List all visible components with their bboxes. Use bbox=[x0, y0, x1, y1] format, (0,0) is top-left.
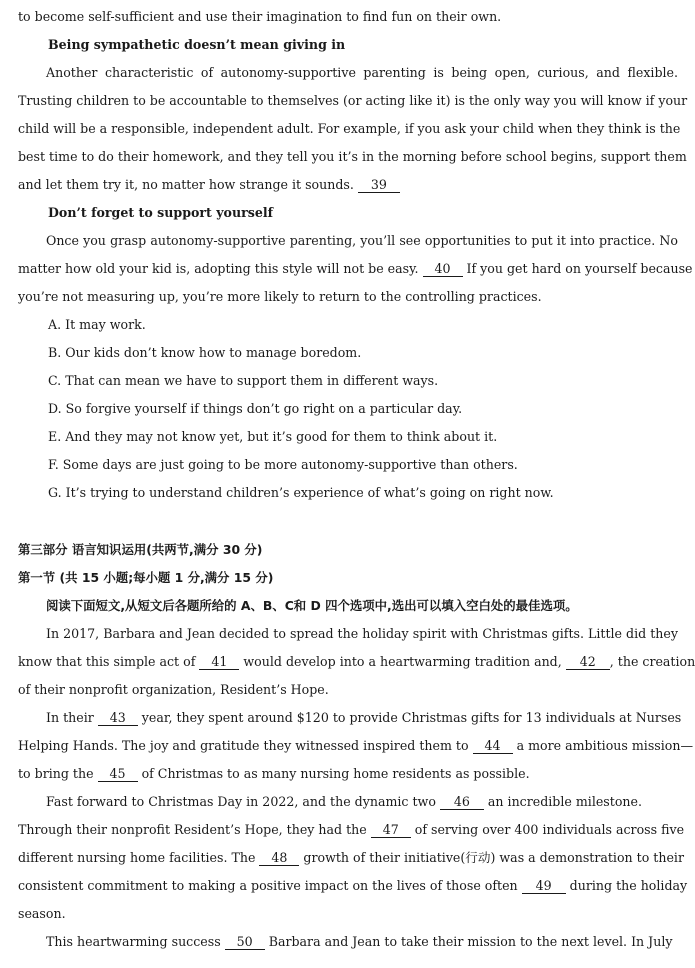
blank-48: 48 bbox=[259, 851, 299, 866]
blank-47: 47 bbox=[371, 823, 411, 838]
section-heading: 第一节 (共 15 小题;每小题 1 分,满分 15 分) bbox=[18, 570, 274, 585]
text-line: Once you grasp autonomy-supportive parenting, you’ll see opportunities to put it into practice. No bbox=[46, 233, 678, 248]
option-d: D. So forgive yourself if things don’t go right on a particular day. bbox=[48, 401, 463, 416]
section-heading: Don’t forget to support yourself bbox=[48, 205, 274, 220]
blank-50: 50 bbox=[225, 935, 265, 950]
instructions: 阅读下面短文,从短文后各题所给的 A、B、C和 D 四个选项中,选出可以填入空白处的最佳选项。 bbox=[46, 598, 578, 613]
blank-44: 44 bbox=[473, 739, 513, 754]
text-line: of their nonprofit organization, Resident’s Hope. bbox=[18, 682, 329, 697]
text-line: to become self-sufficient and use their imagination to find fun on their own. bbox=[18, 9, 502, 24]
option-g: G. It’s trying to understand children’s experience of what’s going on right now. bbox=[48, 485, 554, 500]
blank-43: 43 bbox=[98, 711, 138, 726]
text-line: In 2017, Barbara and Jean decided to spread the holiday spirit with Christmas gifts. Little did they bbox=[46, 626, 678, 641]
blank-49: 49 bbox=[522, 879, 566, 894]
option-a: A. It may work. bbox=[48, 317, 146, 332]
text-line: Trusting children to be accountable to themselves (or acting like it) is the only way you will know if your bbox=[18, 93, 688, 108]
text-line-with-blank: know that this simple act of 41 would develop into a heartwarming tradition and, 42 , the creation bbox=[18, 654, 695, 669]
text-line: child will be a responsible, independent adult. For example, if you ask your child when they think is the bbox=[18, 121, 681, 136]
part-heading: 第三部分 语言知识运用(共两节,满分 30 分) bbox=[18, 542, 263, 557]
text-line-with-blank: In their 43 year, they spent around $120 to provide Christmas gifts for 13 individuals at Nurses bbox=[46, 710, 682, 725]
blank-39: 39 bbox=[358, 178, 400, 193]
text-line-with-blank: different nursing home facilities. The 48 growth of their initiative(行动) was a demonstration to their bbox=[18, 850, 684, 865]
option-e: E. And they may not know yet, but it’s good for them to think about it. bbox=[48, 429, 498, 444]
text-line-with-blank: matter how old your kid is, adopting this style will not be easy. 40 If you get hard on yourself because bbox=[18, 261, 693, 276]
text-line-with-blank: Through their nonprofit Resident’s Hope, they had the 47 of serving over 400 individuals across five bbox=[18, 822, 685, 837]
text-line: season. bbox=[18, 906, 66, 921]
blank-41: 41 bbox=[199, 655, 239, 670]
text-line-with-blank: This heartwarming success 50 Barbara and Jean to take their mission to the next level. In July bbox=[46, 934, 673, 949]
text-line-with-blank: consistent commitment to making a positive impact on the lives of those often 49 during the holiday bbox=[18, 878, 688, 893]
option-c: C. That can mean we have to support them in different ways. bbox=[48, 373, 439, 388]
section-heading: Being sympathetic doesn’t mean giving in bbox=[48, 37, 346, 52]
text-line-with-blank: Helping Hands. The joy and gratitude they witnessed inspired them to 44 a more ambitious mission— bbox=[18, 738, 694, 753]
option-f: F. Some days are just going to be more autonomy-supportive than others. bbox=[48, 457, 518, 472]
text-line-with-blank: and let them try it, no matter how strange it sounds. 39 bbox=[18, 176, 678, 194]
blank-45: 45 bbox=[98, 767, 138, 782]
text-line: you’re not measuring up, you’re more likely to return to the controlling practices. bbox=[18, 289, 542, 304]
blank-40: 40 bbox=[423, 262, 463, 277]
text-line-with-blank: to bring the 45 of Christmas to as many nursing home residents as possible. bbox=[18, 766, 530, 781]
text-line: Another characteristic of autonomy-supportive parenting is being open, curious, and flexible. bbox=[46, 65, 678, 80]
text-line: best time to do their homework, and they tell you it’s in the morning before school begins, support them bbox=[18, 149, 687, 164]
option-b: B. Our kids don’t know how to manage boredom. bbox=[48, 345, 362, 360]
blank-42: 42 bbox=[566, 655, 610, 670]
text-line-with-blank: Fast forward to Christmas Day in 2022, and the dynamic two 46 an incredible milestone. bbox=[46, 794, 642, 809]
blank-46: 46 bbox=[440, 795, 484, 810]
